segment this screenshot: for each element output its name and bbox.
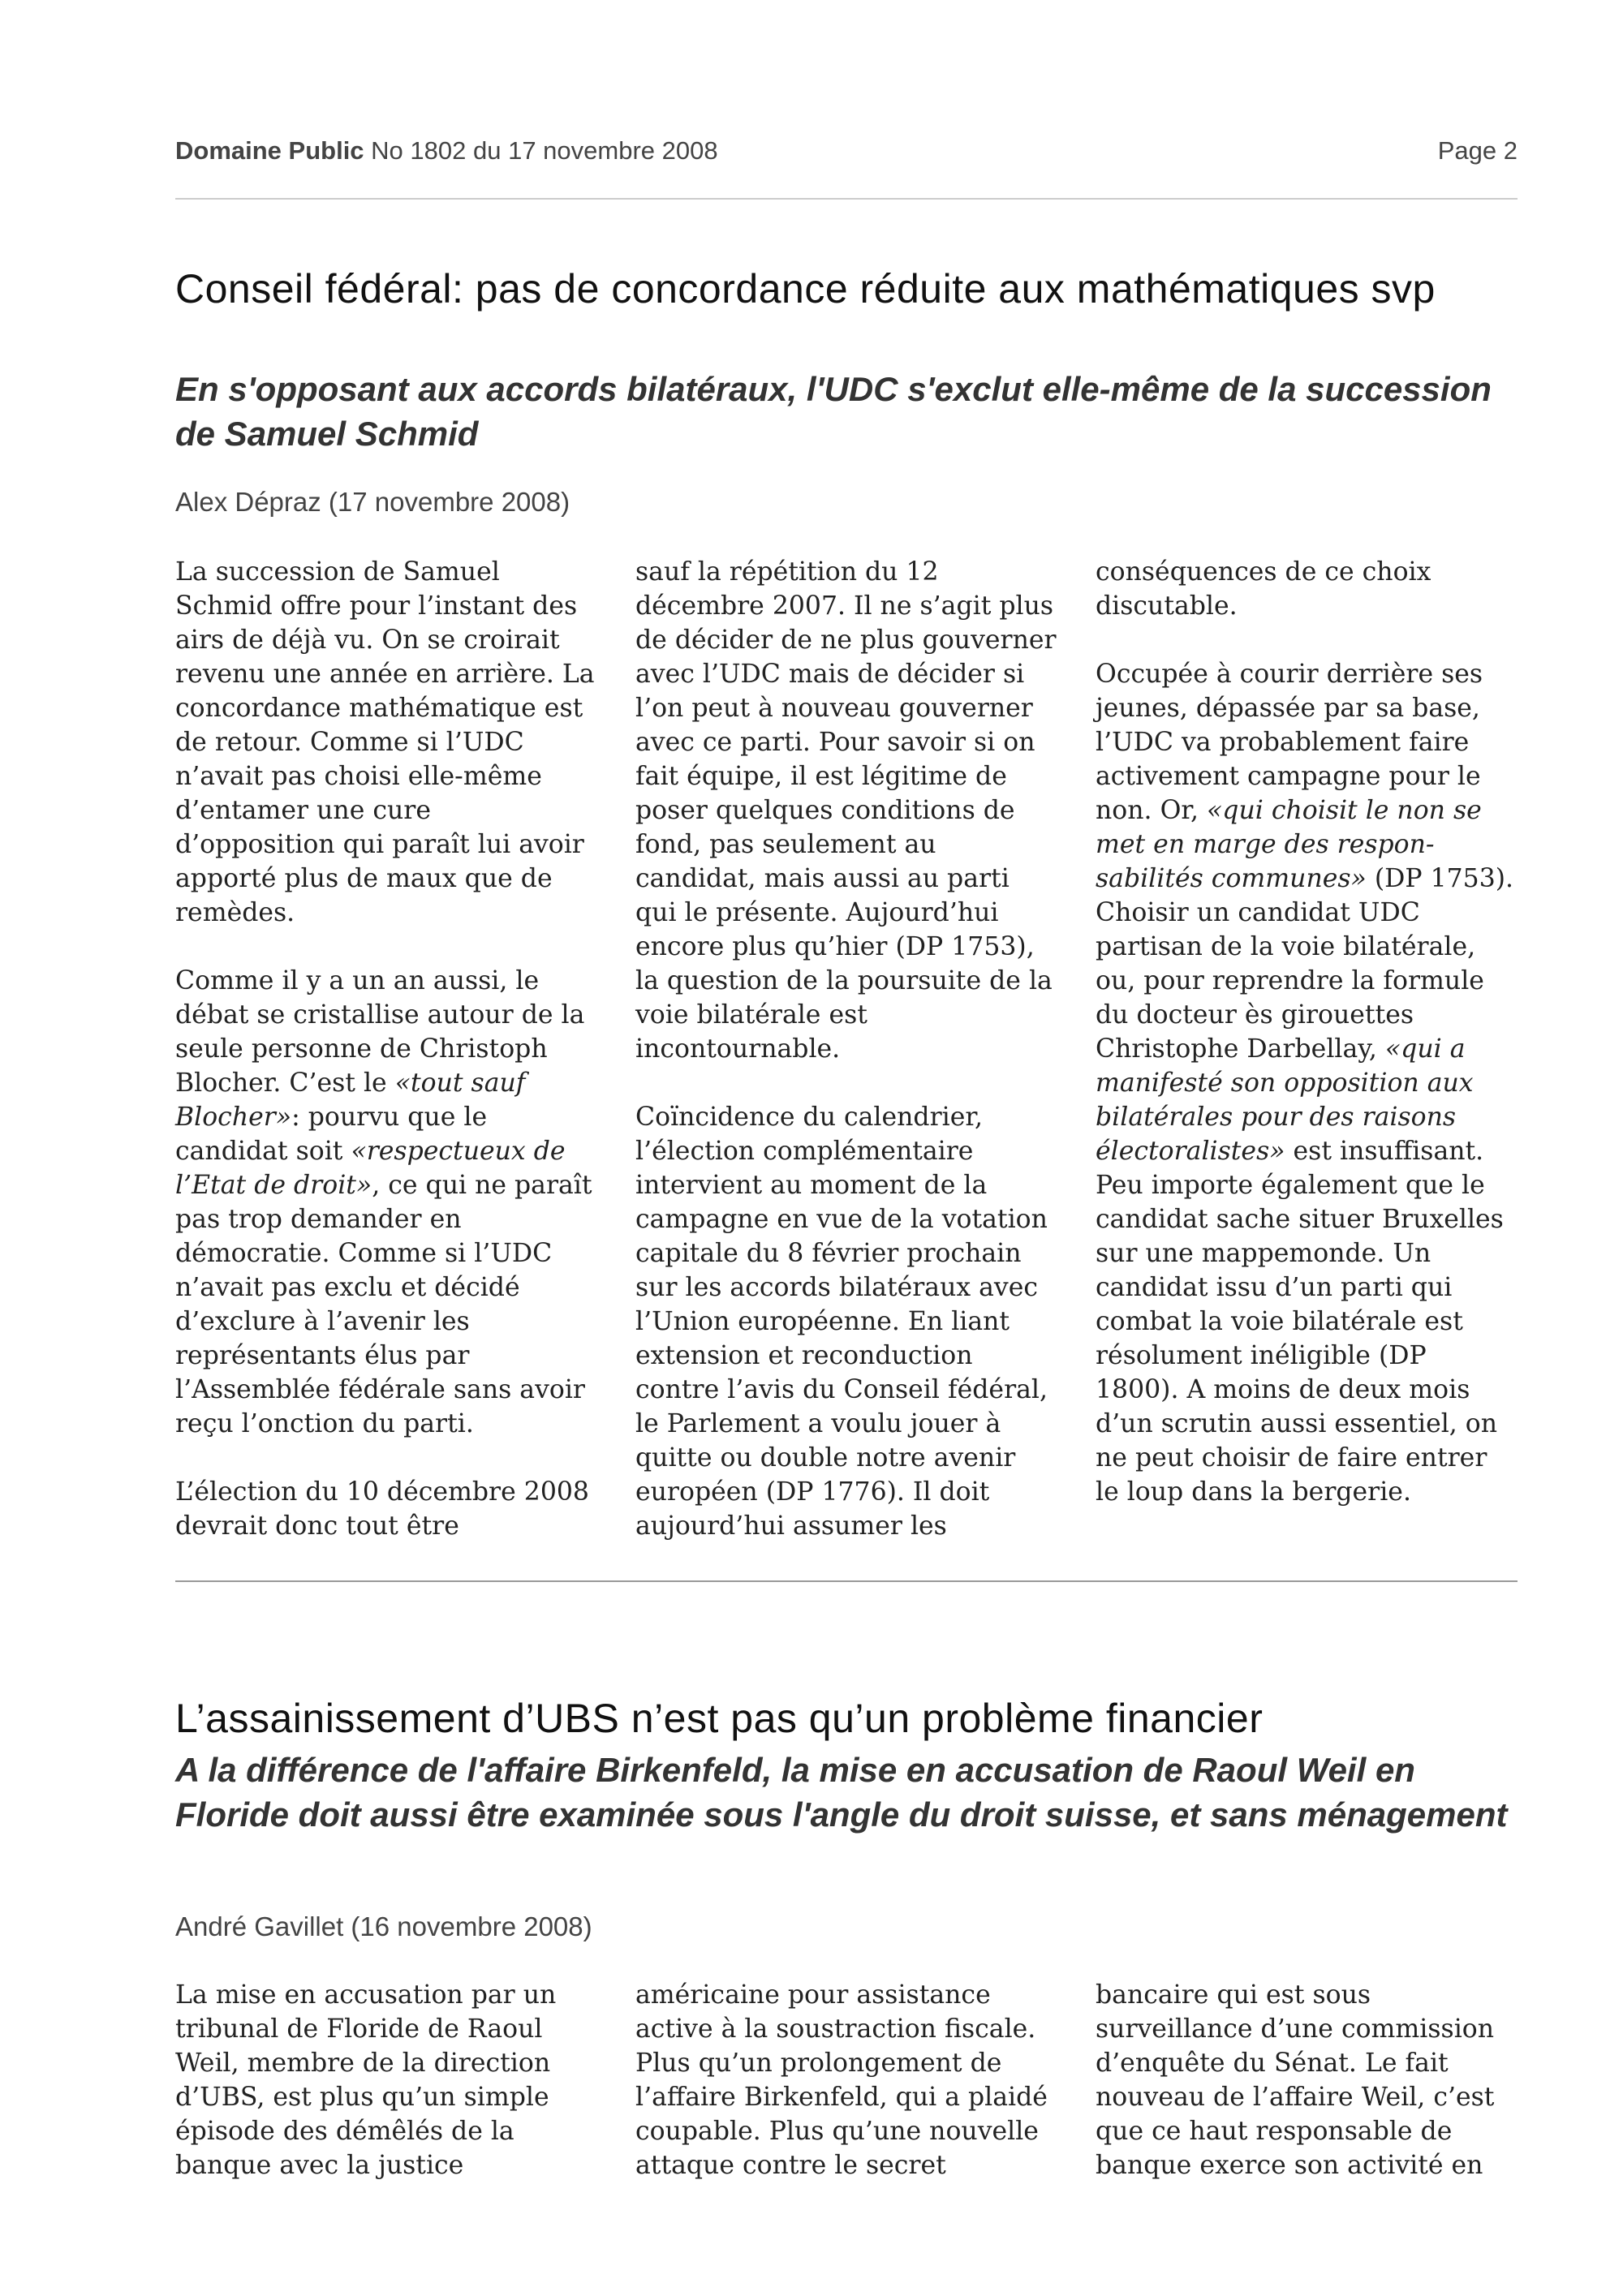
- issue-info: No 1802 du 17 novembre 2008: [371, 136, 718, 165]
- quote: «tout sauf Blocher»: [175, 1068, 526, 1132]
- paragraph: L’élection du 10 décembre 2008 devrait donc tout être: [175, 1477, 589, 1541]
- page-number: Page 2: [1437, 136, 1518, 165]
- paragraph: sauf la répétition du 12 décembre 2007. Il ne s’agit plus de décider de ne plus gouverner avec l’UDC mais de décider si l’on peut à nouveau gouverner avec ce parti. Pour savoir si on fait équipe, il est légitime de poser quelques conditions de fond, pas seulement au candidat, mais aussi au parti qui le présente. Aujourd’hui encore plus qu’hier (DP 1753), la question de la poursuite de la voie bilatérale est incontournable.: [635, 557, 1057, 1064]
- column-1: [175, 555, 597, 1543]
- article-title: L’assainissement d’UBS n’est pas qu’un problème financier: [175, 1696, 1264, 1741]
- paragraph: La succession de Samuel Schmid offre pour l’instant des airs de déjà vu. On se croirait revenu une année en arrière. La concordance mathématique est de retour. Comme si l’UDC n’avait pas choisi elle-même d’entamer une cure d’opposition qui paraît lui avoir apporté plus de maux que de remèdes.: [175, 557, 595, 927]
- paragraph: américaine pour assistance active à la soustraction fiscale. Plus qu’un prolongement de l’affaire Birkenfeld, qui a plaidé coupable. Plus qu’une nouvelle attaque contre le secret: [635, 1980, 1048, 2180]
- paragraph: bancaire qui est sous surveillance d’une commission d’enquête du Sénat. Le fait nouveau de l’affaire Weil, c’est que ce haut responsable de banque exerce son activité en: [1096, 1980, 1495, 2180]
- header-divider: [175, 198, 1518, 200]
- article-body: [175, 555, 1518, 1543]
- article-subtitle: En s'opposant aux accords bilatéraux, l'UDC s'exclut elle-même de la succession de Samuel Schmid: [175, 370, 1492, 453]
- quote: «qui choisit le non se met en marge des respon-sabilités communes»: [1096, 796, 1482, 893]
- publication-info: [175, 136, 718, 166]
- column-1: [175, 1978, 597, 2182]
- publication-name: Domaine Public: [175, 136, 364, 165]
- article-subtitle: A la différence de l'affaire Birkenfeld, la mise en accusation de Raoul Weil en Floride doit aussi être examinée sous l'angle du droit suisse, et sans ménagement: [175, 1751, 1508, 1834]
- article-byline: Alex Dépraz (17 novembre 2008): [175, 487, 570, 517]
- article-byline: André Gavillet (16 novembre 2008): [175, 1911, 592, 1941]
- quote: «qui a manifesté son opposition aux bilatérales pour des raisons électoralistes»: [1096, 1034, 1474, 1166]
- article-divider: [175, 1580, 1518, 1582]
- article-body: [175, 1978, 1518, 2182]
- paragraph: conséquences de ce choix discutable.: [1096, 557, 1431, 621]
- paragraph: La mise en accusation par un tribunal de Floride de Raoul Weil, membre de la direction d’UBS, est plus qu’un simple épisode des démêlés de la banque avec la justice: [175, 1980, 557, 2180]
- column-3: [1096, 1978, 1518, 2182]
- quote: «respectueux de l’Etat de droit»: [175, 1137, 566, 1200]
- article-title: Conseil fédéral: pas de concordance réduite aux mathématiques svp: [175, 266, 1436, 312]
- column-2: [635, 555, 1057, 1543]
- page-header: [175, 136, 1518, 166]
- column-2: [635, 1978, 1057, 2182]
- paragraph: Coïncidence du calendrier, l’élection complémentaire intervient au moment de la campagne en vue de la votation capitale du 8 février prochain sur les accords bilatéraux avec l’Union européenne. En liant extension et reconduction contre l’avis du Conseil fédéral, le Parlement a voulu jouer à quitte ou double notre avenir européen (DP 1776). Il doit aujourd’hui assumer les: [635, 1103, 1048, 1541]
- column-3: [1096, 555, 1518, 1543]
- paragraph: Comme il y a un an aussi, le débat se cristallise autour de la seule personne de Christoph Blocher. C’est le «tout sauf Blocher»: pourvu que le candidat soit «respectueux de l’Etat de droit», ce qui ne paraît pas trop demander en démocratie. Comme si l’UDC n’avait pas exclu et décidé d’exclure à l’avenir les représentants élus par l’Assemblée fédérale sans avoir reçu l’onction du parti.: [175, 966, 592, 1438]
- paragraph: Occupée à courir derrière ses jeunes, dépassée par sa base, l’UDC va probablement faire activement campagne pour le non. Or, «qui choisit le non se met en marge des respon-sabilités communes» (DP 1753). Choisir un candidat UDC partisan de la voie bilatérale, ou, pour reprendre la formule du docteur ès girouettes Christophe Darbellay, «qui a manifesté son opposition aux bilatérales pour des raisons électoralistes» est insuffisant. Peu importe également que le candidat sache situer Bruxelles sur une mappemonde. Un candidat issu d’un parti qui combat la voie bilatérale est résolument inéligible (DP 1800). A moins de deux mois d’un scrutin aussi essentiel, on ne peut choisir de faire entrer le loup dans la bergerie.: [1096, 660, 1514, 1507]
